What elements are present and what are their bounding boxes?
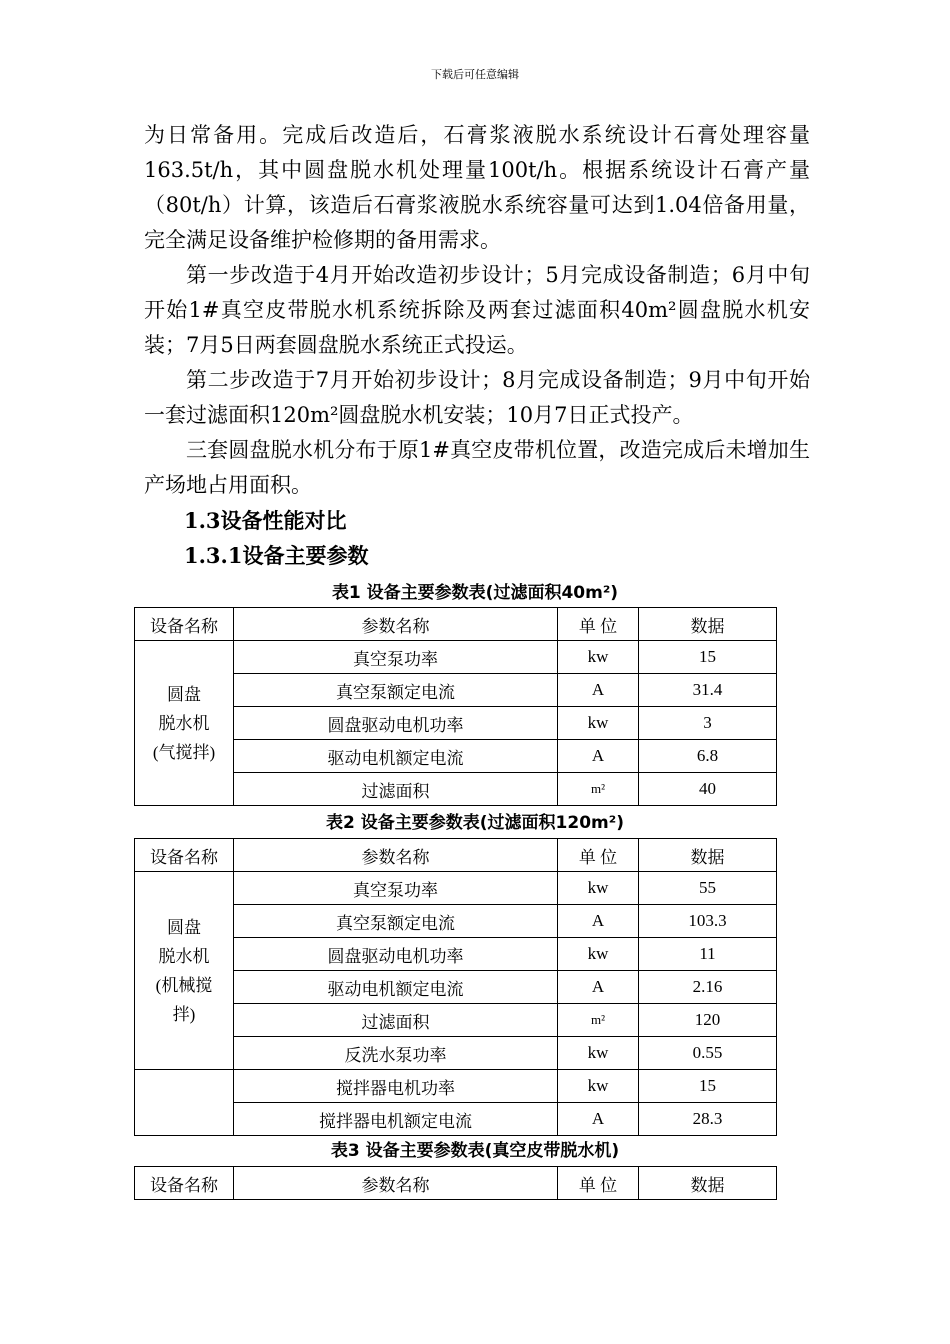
col-header: 参数名称	[234, 1167, 558, 1200]
device-name-cell	[135, 872, 234, 1070]
value: 11	[639, 938, 777, 971]
value: 31.4	[639, 674, 777, 707]
value: 120	[639, 1004, 777, 1037]
table-row	[135, 1070, 777, 1103]
table-2	[134, 838, 777, 1136]
table-3-title: 表3 设备主要参数表(真空皮带脱水机)	[330, 1141, 620, 1161]
section-heading: 1.3设备性能对比	[184, 508, 347, 533]
subsection-heading: 1.3.1设备主要参数	[184, 543, 369, 568]
param-name: 搅拌器电机功率	[234, 1070, 558, 1103]
device-name-cell	[135, 641, 234, 806]
paragraph: 第一步改造于4月开始改造初步设计；5月完成设备制造；6月中旬开始1#真空皮带脱水机系统拆除及两套过滤面积40m²圆盘脱水机安装；7月5日两套圆盘脱水系统正式投运。	[144, 263, 810, 357]
unit: A	[558, 740, 639, 773]
param-name: 驱动电机额定电流	[234, 740, 558, 773]
unit: kw	[558, 707, 639, 740]
table-2-title: 表2 设备主要参数表(过滤面积120m²)	[326, 813, 624, 833]
col-header: 数据	[639, 1167, 777, 1200]
unit: A	[558, 674, 639, 707]
value: 103.3	[639, 905, 777, 938]
device-name-line: 圆盘	[167, 684, 201, 704]
table-header-row	[135, 608, 777, 641]
param-name: 真空泵功率	[234, 872, 558, 905]
value: 40	[639, 773, 777, 806]
param-name: 真空泵额定电流	[234, 905, 558, 938]
param-name: 圆盘驱动电机功率	[234, 938, 558, 971]
table-row	[135, 872, 777, 905]
body-text	[144, 118, 810, 573]
table-header-row	[135, 839, 777, 872]
param-name: 过滤面积	[234, 773, 558, 806]
col-header: 设备名称	[135, 608, 234, 641]
col-header: 单 位	[558, 608, 639, 641]
device-name-cell-empty	[135, 1070, 234, 1136]
device-name-line: (机械搅	[155, 975, 213, 995]
col-header: 设备名称	[135, 1167, 234, 1200]
col-header: 参数名称	[234, 608, 558, 641]
device-name-line: (气搅拌)	[152, 742, 216, 762]
param-name: 过滤面积	[234, 1004, 558, 1037]
unit: A	[558, 1103, 639, 1136]
table-3	[134, 1166, 777, 1200]
device-name-line: 圆盘	[167, 917, 201, 937]
table-header-row	[135, 1167, 777, 1200]
unit: kw	[558, 1070, 639, 1103]
value: 15	[639, 641, 777, 674]
param-name: 反洗水泵功率	[234, 1037, 558, 1070]
param-name: 驱动电机额定电流	[234, 971, 558, 1004]
paragraph: 三套圆盘脱水机分布于原1#真空皮带机位置，改造完成后未增加生产场地占用面积。	[144, 438, 810, 497]
unit: m²	[558, 1004, 639, 1037]
unit: kw	[558, 641, 639, 674]
param-name: 搅拌器电机额定电流	[234, 1103, 558, 1136]
param-name: 真空泵额定电流	[234, 674, 558, 707]
unit: kw	[558, 1037, 639, 1070]
device-name-line: 脱水机	[158, 713, 210, 733]
device-name-line: 脱水机	[158, 946, 210, 966]
device-name-line: 拌)	[172, 1004, 196, 1024]
col-header: 参数名称	[234, 839, 558, 872]
col-header: 单 位	[558, 1167, 639, 1200]
param-name: 真空泵功率	[234, 641, 558, 674]
unit: A	[558, 971, 639, 1004]
col-header: 数据	[639, 608, 777, 641]
table-1-title: 表1 设备主要参数表(过滤面积40m²)	[331, 583, 619, 603]
table-1	[134, 607, 777, 806]
table-row	[135, 641, 777, 674]
value: 55	[639, 872, 777, 905]
value: 3	[639, 707, 777, 740]
unit: kw	[558, 938, 639, 971]
col-header: 数据	[639, 839, 777, 872]
col-header: 设备名称	[135, 839, 234, 872]
value: 6.8	[639, 740, 777, 773]
value: 28.3	[639, 1103, 777, 1136]
unit: A	[558, 905, 639, 938]
paragraph: 第二步改造于7月开始初步设计；8月完成设备制造；9月中旬开始一套过滤面积120m²圆盘脱水机安装；10月7日正式投产。	[144, 368, 810, 427]
value: 15	[639, 1070, 777, 1103]
unit: m²	[558, 773, 639, 806]
param-name: 圆盘驱动电机功率	[234, 707, 558, 740]
value: 2.16	[639, 971, 777, 1004]
value: 0.55	[639, 1037, 777, 1070]
col-header: 单 位	[558, 839, 639, 872]
paragraph: 为日常备用。完成后改造后，石膏浆液脱水系统设计石膏处理容量163.5t/h，其中圆盘脱水机处理量100t/h。根据系统设计石膏产量（80t/h）计算，该造后石膏浆液脱水系统容量可达到1.04倍备用量，完全满足设备维护检修期的备用需求。	[144, 123, 810, 252]
unit: kw	[558, 872, 639, 905]
page-header: 下载后可任意编辑	[431, 68, 519, 81]
